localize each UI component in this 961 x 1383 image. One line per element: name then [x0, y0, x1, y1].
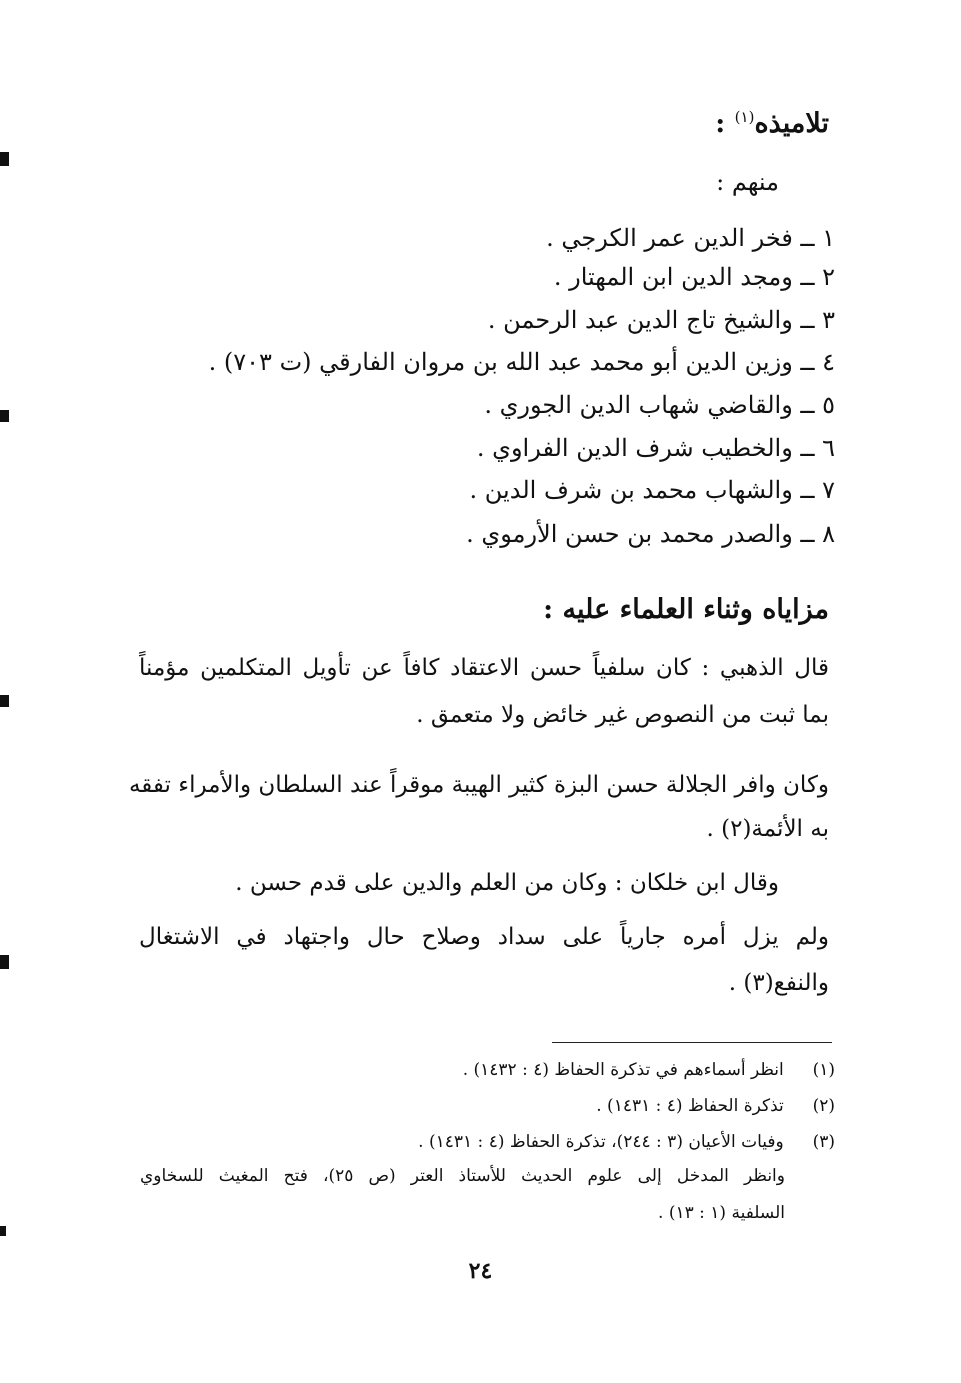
- scan-mark-3: [0, 695, 9, 707]
- footnote-3-text: وفيات الأعيان (٣ : ٢٤٤)، تذكرة الحفاظ (٤ : ١٤٣١) .: [418, 1132, 784, 1152]
- footnote-2-number: (٢): [812, 1096, 835, 1116]
- merits-p1-line1: قال الذهبي : كان سلفياً حسن الاعتقاد كافاً عن تأويل المتكلمين مؤمناً: [139, 655, 829, 681]
- students-heading-title: تلاميذه: [754, 108, 829, 139]
- footnote-3-number: (٣): [812, 1132, 835, 1152]
- footnote-1: [463, 1060, 835, 1080]
- merits-heading: مزاياه وثناء العلماء عليه :: [543, 594, 829, 625]
- merits-p1-line2: بما ثبت من النصوص غير خائض ولا متعمق .: [416, 702, 829, 728]
- students-heading-note: (١): [734, 108, 755, 126]
- student-item-1: ١ ــ فخر الدين عمر الكرجي .: [546, 224, 835, 252]
- student-item-4: ٤ ــ وزين الدين أبو محمد عبد الله بن مروان الفارقي (ت ٧٠٣) .: [208, 348, 835, 376]
- merits-p2-line1: وكان وافر الجلالة حسن البزة كثير الهيبة موقراً عند السلطان والأمراء تفقه: [128, 772, 829, 798]
- scan-mark-5: [0, 1226, 6, 1236]
- students-intro: منهم :: [716, 168, 779, 196]
- footnote-3-line3: السلفية (١ : ١٣) .: [658, 1203, 785, 1223]
- scan-mark-1: [0, 152, 9, 166]
- merits-p4-line1: ولم يزل أمره جارياً على سداد وصلاح حال واجتهاد في الاشتغال: [139, 924, 829, 950]
- student-item-7: ٧ ــ والشهاب محمد بن شرف الدين .: [469, 476, 835, 504]
- student-item-8: ٨ ــ والصدر محمد بن حسن الأرموي .: [466, 520, 835, 548]
- footnote-1-number: (١): [812, 1060, 835, 1080]
- footnote-3-line2: وانظر المدخل إلى علوم الحديث للأستاذ العتر (ص ٢٥)، فتح المغيث للسخاوي: [140, 1166, 785, 1186]
- scan-mark-2: [0, 410, 9, 422]
- student-item-3: ٣ ــ والشيخ تاج الدين عبد الرحمن .: [487, 306, 835, 334]
- merits-p4-line2: والنفع(٣) .: [728, 970, 829, 996]
- student-item-6: ٦ ــ والخطيب شرف الدين الفراوي .: [476, 434, 835, 462]
- students-heading-colon: :: [715, 108, 726, 139]
- student-item-2: ٢ ــ ومجد الدين ابن المهتار .: [553, 263, 835, 291]
- footnote-separator: [552, 1042, 832, 1043]
- student-item-5: ٥ ــ والقاضي شهاب الدين الجوري .: [484, 391, 835, 419]
- merits-p2-line2: به الأئمة(٢) .: [706, 816, 829, 842]
- scan-mark-4: [0, 955, 9, 969]
- merits-p3-line1: وقال ابن خلكان : وكان من العلم والدين على قدم حسن .: [235, 870, 779, 896]
- footnote-1-text: انظر أسماءهم في تذكرة الحفاظ (٤ : ١٤٣٢) .: [462, 1060, 784, 1080]
- page-number: ٢٤: [468, 1258, 493, 1284]
- footnote-2-text: تذكرة الحفاظ (٤ : ١٤٣١) .: [596, 1096, 784, 1116]
- footnote-2: [596, 1096, 835, 1116]
- students-heading: [715, 108, 829, 139]
- footnote-3: [418, 1132, 835, 1152]
